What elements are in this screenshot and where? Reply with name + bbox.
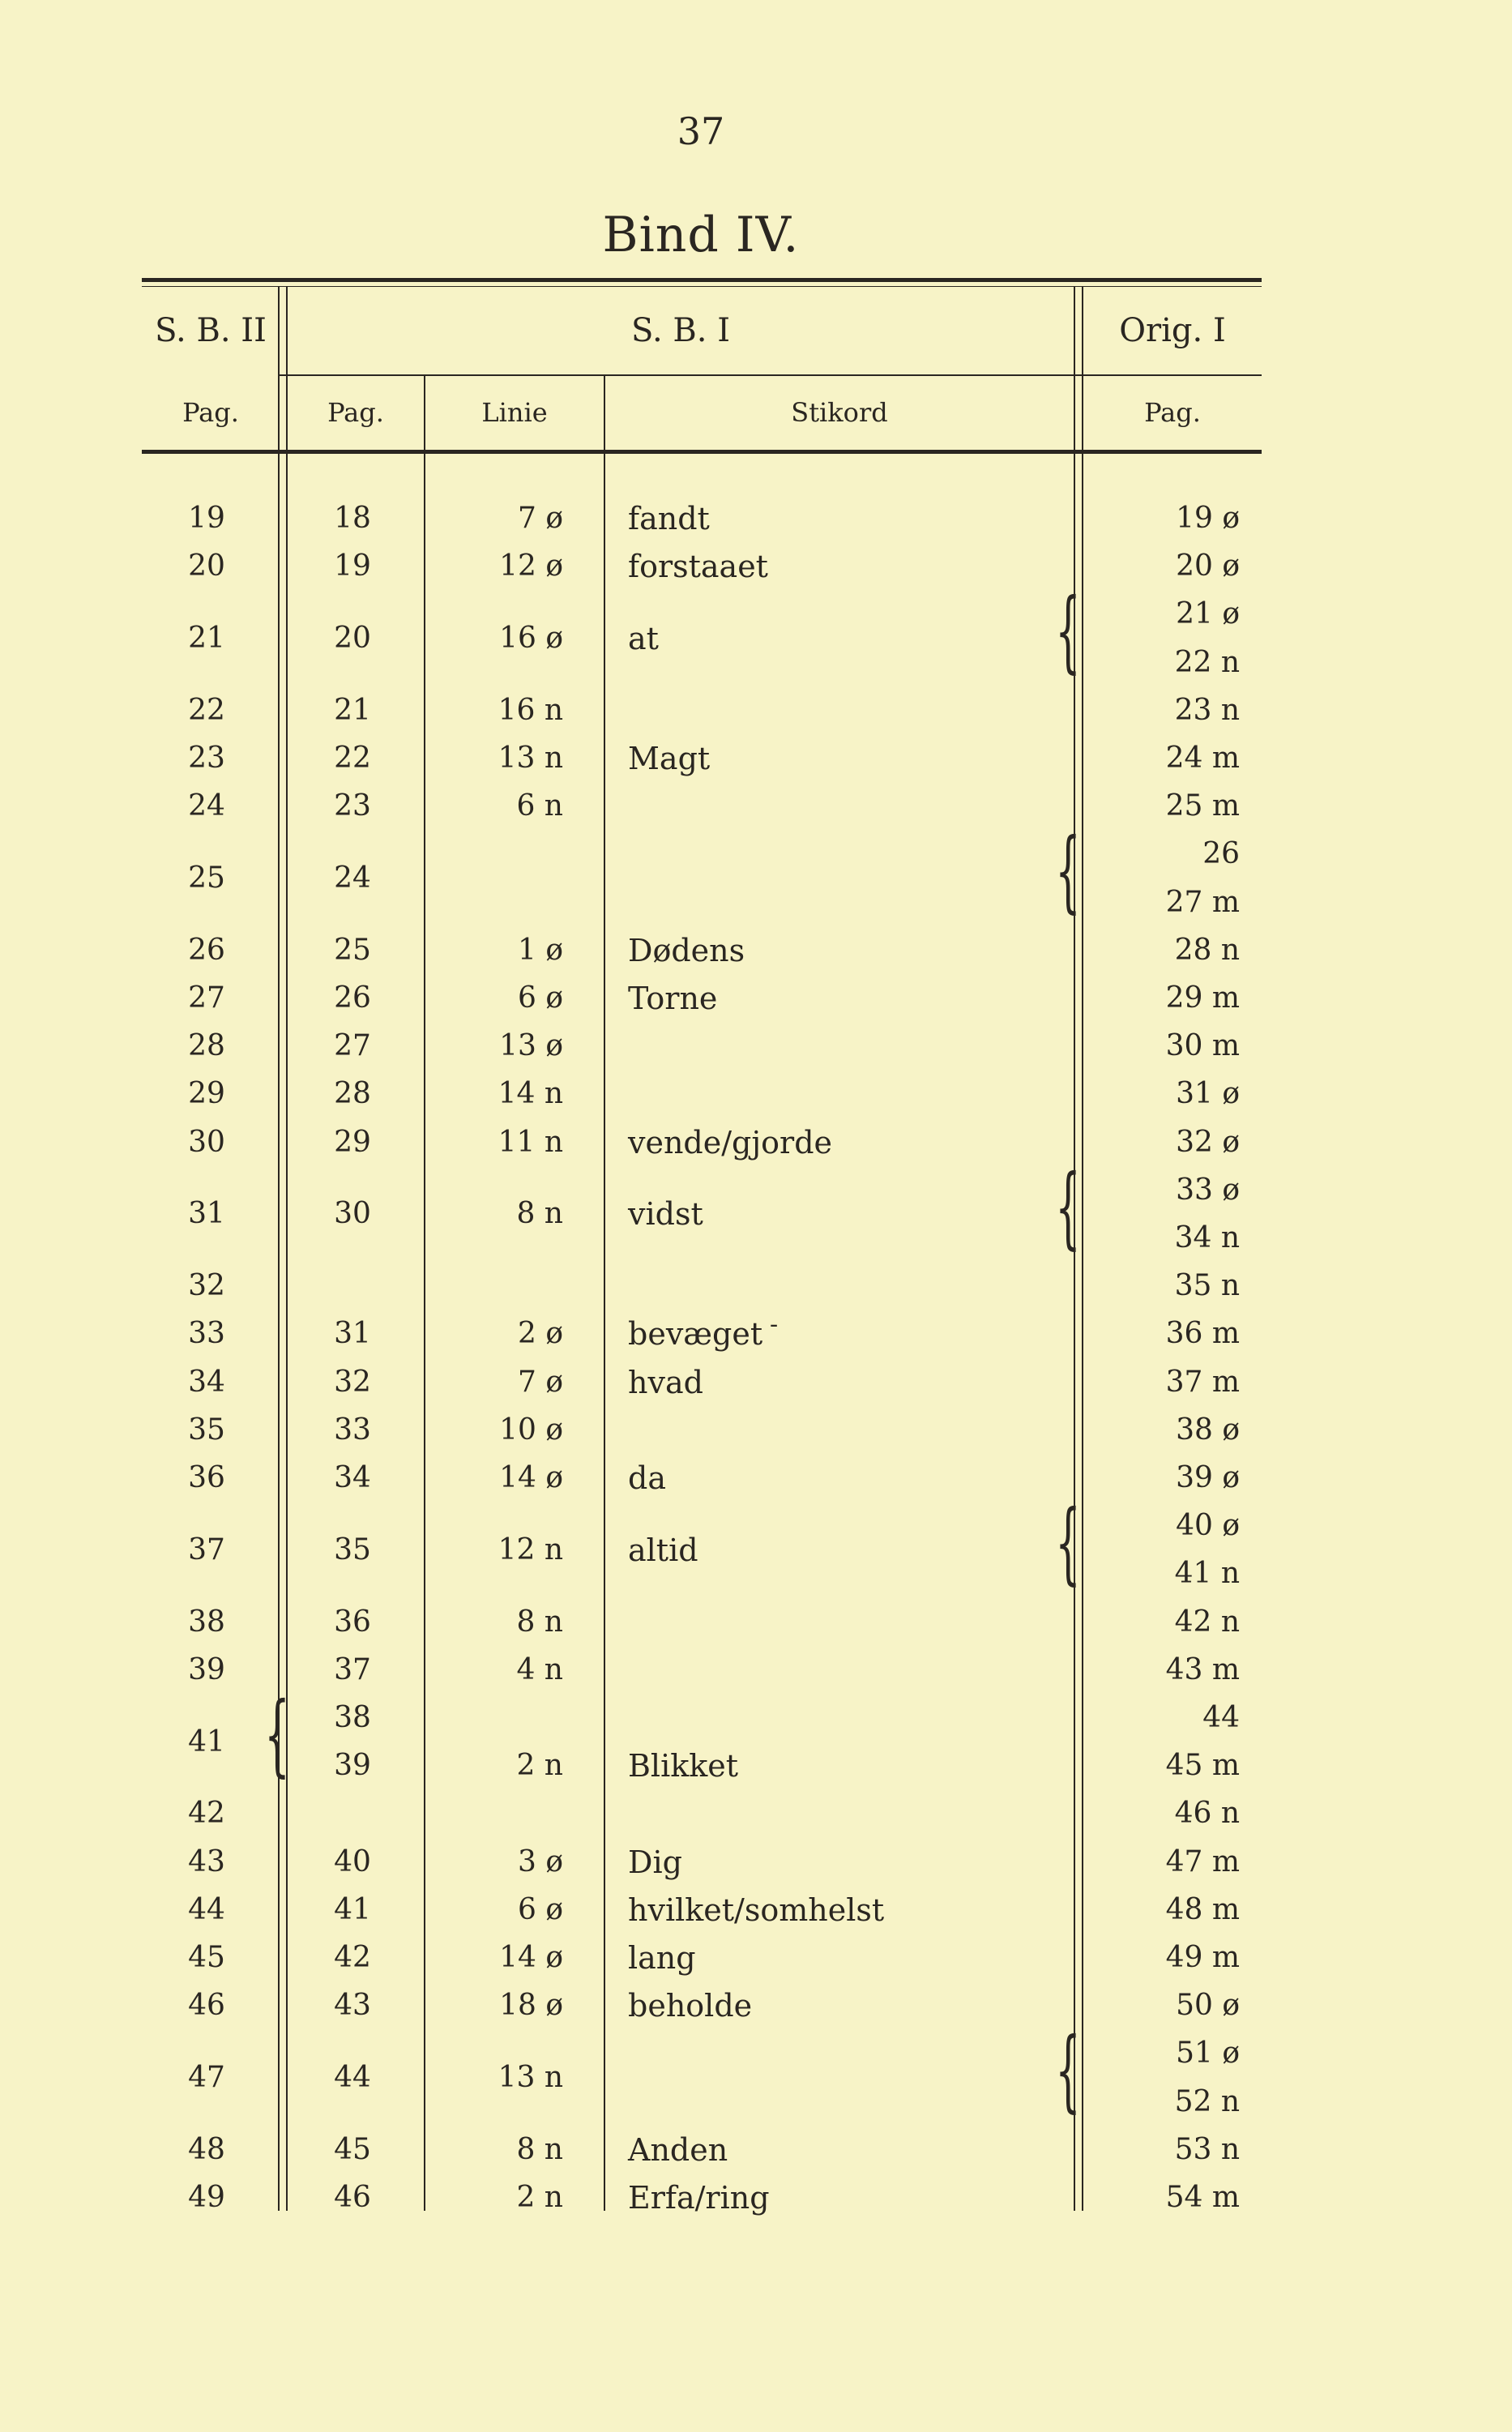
line-cell: 3 ø <box>517 1844 563 1878</box>
orig-page-cell: 49 m <box>1165 1941 1240 1974</box>
keyword-cell <box>628 878 1049 927</box>
brace-icon: { <box>264 1682 290 1786</box>
line-cell: 13 ø <box>499 1029 563 1063</box>
sb2-page-cell: 26 <box>188 933 225 967</box>
table-row <box>0 686 1512 735</box>
line-cell: 14 ø <box>499 1461 563 1494</box>
line-cell <box>442 1694 563 1742</box>
sb1-page-cell: 32 <box>334 1365 371 1399</box>
sb2-page-cell: 30 <box>188 1125 225 1159</box>
sb2-page-cell <box>142 878 271 927</box>
line-cell <box>442 639 563 687</box>
orig-page-cell: 50 ø <box>1176 1989 1240 2023</box>
orig-page-cell: 34 n <box>1174 1221 1240 1254</box>
sb1-page-cell: 18 <box>334 502 371 535</box>
keyword-cell: fandt <box>628 501 710 536</box>
sb2-page-cell: 38 <box>188 1605 225 1639</box>
sb2-page-cell: 39 <box>188 1652 225 1686</box>
sb2-page-cell: 37 <box>188 1532 225 1566</box>
orig-page-cell: 22 n <box>1174 645 1240 679</box>
keyword-cell: altid <box>628 1532 698 1568</box>
sb1-page-cell: 28 <box>334 1077 371 1111</box>
table-row <box>0 1166 1512 1233</box>
table-row <box>0 1598 1512 1647</box>
sb1-page-cell: 35 <box>334 1532 371 1566</box>
sb1-page-cell: 22 <box>334 742 371 775</box>
sb1-page-cell: 37 <box>334 1652 371 1686</box>
line-cell: 6 ø <box>517 1892 563 1926</box>
orig-page-cell: 37 m <box>1165 1365 1240 1399</box>
page-number: 37 <box>677 109 725 153</box>
line-cell: 8 n <box>516 1605 563 1639</box>
keyword-cell <box>628 1070 1049 1118</box>
orig-page-cell: 40 ø <box>1176 1509 1240 1543</box>
table-row <box>0 1981 1512 2030</box>
keyword-cell: lang <box>628 1940 696 1976</box>
sb2-page-cell: 29 <box>188 1077 225 1111</box>
keyword-cell: forstaaet <box>628 549 768 585</box>
line-cell: 8 n <box>516 1197 563 1231</box>
orig-page-cell: 24 m <box>1165 742 1240 775</box>
line-cell <box>442 1549 563 1598</box>
keyword-cell: vidst <box>628 1196 703 1233</box>
table-row <box>0 974 1512 1023</box>
orig-page-cell: 31 ø <box>1176 1077 1240 1111</box>
orig-page-cell: 47 m <box>1165 1844 1240 1878</box>
table-row <box>0 926 1512 975</box>
header-sb1: S. B. I <box>630 312 731 349</box>
sb2-page-cell: 47 <box>188 2060 225 2094</box>
sb2-page-cell: 43 <box>188 1844 225 1878</box>
line-cell: 18 ø <box>499 1989 563 2023</box>
table-row <box>0 830 1512 895</box>
sb1-page-cell: 26 <box>334 981 371 1015</box>
keyword-cell <box>628 1214 1049 1263</box>
sb1-page-cell <box>288 2078 417 2126</box>
table-row <box>0 542 1512 591</box>
line-cell: 6 ø <box>517 981 563 1015</box>
table-row <box>0 1118 1512 1167</box>
top-rule-thin <box>142 286 1262 287</box>
line-cell: 8 n <box>516 2132 563 2166</box>
line-cell: 16 ø <box>499 621 563 655</box>
sb1-page-cell <box>288 639 417 687</box>
orig-page-cell: 52 n <box>1174 2084 1240 2118</box>
brace-icon: { <box>1055 579 1081 682</box>
orig-page-cell: 43 m <box>1165 1652 1240 1686</box>
sb2-page-cell: 49 <box>188 2181 225 2214</box>
sb2-page-cell: 41 <box>188 1725 225 1759</box>
orig-page-cell: 51 ø <box>1176 2037 1240 2071</box>
line-cell: 12 n <box>498 1532 563 1566</box>
table-row <box>0 1886 1512 1934</box>
sb1-page-cell: 29 <box>334 1125 371 1159</box>
table-row <box>0 1502 1512 1568</box>
orig-page-cell: 36 m <box>1165 1317 1240 1351</box>
table-row <box>0 878 1512 927</box>
sb2-page-cell <box>142 639 271 687</box>
keyword-cell: Magt <box>628 741 711 776</box>
sb1-page-cell: 46 <box>334 2181 371 2214</box>
keyword-cell: Erfa/ring <box>628 2180 770 2216</box>
orig-page-cell: 20 ø <box>1176 549 1240 583</box>
orig-page-cell: 28 n <box>1174 933 1240 967</box>
sb2-page-cell: 45 <box>188 1941 225 1974</box>
sb2-page-cell: 33 <box>188 1317 225 1351</box>
keyword-cell <box>628 686 1049 735</box>
sb1-page-cell: 40 <box>334 1844 371 1878</box>
sb2-page-cell: 23 <box>188 742 225 775</box>
table-row <box>0 1214 1512 1263</box>
table-row <box>0 494 1512 543</box>
brace-icon: { <box>1055 1490 1081 1594</box>
sb2-page-cell: 48 <box>188 2132 225 2166</box>
line-cell: 6 n <box>516 789 563 823</box>
sb1-page-cell: 21 <box>334 693 371 727</box>
keyword-cell <box>628 1646 1049 1695</box>
orig-page-cell: 32 ø <box>1176 1125 1240 1159</box>
table-row <box>0 1262 1512 1310</box>
dash-mark: - <box>770 1310 779 1339</box>
line-cell: 14 n <box>498 1077 563 1111</box>
sb1-page-cell: 41 <box>334 1892 371 1926</box>
keyword-cell: Torne <box>628 981 718 1016</box>
group-rule <box>280 374 1262 376</box>
brace-icon: { <box>1055 819 1081 922</box>
sb1-page-cell <box>288 1789 417 1838</box>
orig-page-cell: 21 ø <box>1176 597 1240 631</box>
page-title: Bind IV. <box>602 207 800 263</box>
header-sb2: S. B. II <box>155 312 267 349</box>
orig-page-cell: 41 n <box>1174 1557 1240 1591</box>
sb2-page-cell: 36 <box>188 1461 225 1494</box>
sb2-page-cell <box>142 1742 271 1790</box>
sb2-page-cell: 32 <box>188 1269 225 1303</box>
table-row <box>0 2029 1512 2094</box>
keyword-cell <box>628 1789 1049 1838</box>
sb2-page-cell: 22 <box>188 693 225 727</box>
line-cell <box>442 2078 563 2126</box>
sb1-page-cell: 42 <box>334 1941 371 1974</box>
sb1-page-cell: 25 <box>334 933 371 967</box>
line-cell: 12 ø <box>499 549 563 583</box>
keyword-cell <box>628 1549 1049 1598</box>
subheader-sb2-pag: Pag. <box>182 397 239 428</box>
line-cell: 1 ø <box>517 933 563 967</box>
sb2-page-cell: 42 <box>188 1797 225 1831</box>
sb2-page-cell: 21 <box>188 621 225 655</box>
table-row <box>0 1358 1512 1407</box>
line-cell: 11 n <box>498 1125 563 1159</box>
table-row <box>0 639 1512 687</box>
table-row <box>0 1406 1512 1455</box>
table-row <box>0 1646 1512 1695</box>
line-cell: 7 ø <box>517 502 563 535</box>
sb2-page-cell: 24 <box>188 789 225 823</box>
sb1-page-cell: 27 <box>334 1029 371 1063</box>
keyword-cell: at <box>628 620 659 656</box>
keyword-cell <box>628 1022 1049 1071</box>
sb1-page-cell: 30 <box>334 1197 371 1231</box>
keyword-cell: Dødens <box>628 932 745 968</box>
table-row <box>0 1934 1512 1982</box>
orig-page-cell: 35 n <box>1174 1269 1240 1303</box>
sb1-page-cell <box>288 1262 417 1310</box>
table-row <box>0 1454 1512 1502</box>
header-bottom-rule <box>142 450 1262 454</box>
line-cell: 4 n <box>516 1652 563 1686</box>
table-row <box>0 1549 1512 1598</box>
orig-page-cell: 23 n <box>1174 693 1240 727</box>
keyword-cell <box>628 1262 1049 1310</box>
table-row <box>0 1070 1512 1118</box>
line-cell: 13 n <box>498 2060 563 2094</box>
table-row <box>0 2173 1512 2222</box>
sb1-page-cell: 43 <box>334 1989 371 2023</box>
keyword-cell: hvilket/somhelst <box>628 1891 885 1928</box>
orig-page-cell: 46 n <box>1174 1797 1240 1831</box>
sb1-page-cell: 36 <box>334 1605 371 1639</box>
header-orig: Orig. I <box>1119 312 1226 349</box>
keyword-cell <box>628 639 1049 687</box>
table-row <box>0 1310 1512 1358</box>
orig-page-cell: 48 m <box>1165 1892 1240 1926</box>
sb1-page-cell: 20 <box>334 621 371 655</box>
sb2-page-cell: 20 <box>188 549 225 583</box>
orig-page-cell: 19 ø <box>1176 502 1240 535</box>
sb1-page-cell: 38 <box>334 1701 371 1734</box>
keyword-cell: vende/gjorde <box>628 1124 833 1160</box>
sb1-page-cell: 24 <box>334 861 371 895</box>
orig-page-cell: 54 m <box>1165 2181 1240 2214</box>
sb2-page-cell <box>142 1214 271 1263</box>
orig-page-cell: 53 n <box>1174 2132 1240 2166</box>
line-cell: 7 ø <box>517 1365 563 1399</box>
keyword-cell: Anden <box>628 2131 728 2168</box>
orig-page-cell: 38 ø <box>1176 1413 1240 1447</box>
table-row <box>0 1022 1512 1071</box>
brace-icon: { <box>1055 2018 1081 2122</box>
keyword-cell <box>628 1694 1049 1742</box>
keyword-cell <box>628 1598 1049 1647</box>
sb2-page-cell: 34 <box>188 1365 225 1399</box>
table-row <box>0 1742 1512 1790</box>
subheader-stikord: Stikord <box>791 397 888 428</box>
orig-page-cell: 44 <box>1202 1701 1240 1734</box>
keyword-cell: da <box>628 1460 666 1496</box>
line-cell <box>442 1214 563 1263</box>
table-row <box>0 2126 1512 2174</box>
orig-page-cell: 39 ø <box>1176 1461 1240 1494</box>
line-cell: 14 ø <box>499 1941 563 1974</box>
table-row <box>0 734 1512 783</box>
table-row <box>0 1838 1512 1887</box>
sb1-page-cell <box>288 878 417 927</box>
sb2-page-cell: 28 <box>188 1029 225 1063</box>
line-cell: 16 n <box>498 693 563 727</box>
sb2-page-cell: 35 <box>188 1413 225 1447</box>
sb2-page-cell <box>142 2078 271 2126</box>
sb2-page-cell <box>142 1549 271 1598</box>
orig-page-cell: 42 n <box>1174 1605 1240 1639</box>
keyword-cell <box>628 782 1049 831</box>
table-row <box>0 1789 1512 1838</box>
sb2-page-cell: 46 <box>188 1989 225 2023</box>
orig-page-cell: 26 <box>1202 837 1240 871</box>
subheader-pag: Pag. <box>327 397 384 428</box>
keyword-cell: beholde <box>628 1988 753 2024</box>
line-cell: 10 ø <box>499 1413 563 1447</box>
line-cell <box>442 878 563 927</box>
orig-page-cell: 30 m <box>1165 1029 1240 1063</box>
keyword-cell: bevæget <box>628 1316 763 1353</box>
sb2-page-cell: 25 <box>188 861 225 895</box>
line-cell: 2 n <box>516 2181 563 2214</box>
line-cell <box>442 1262 563 1310</box>
sb1-page-cell: 19 <box>334 549 371 583</box>
sb1-page-cell: 34 <box>334 1461 371 1494</box>
line-cell: 13 n <box>498 742 563 775</box>
brace-icon: { <box>1055 1155 1081 1259</box>
table-row <box>0 2078 1512 2126</box>
orig-page-cell: 27 m <box>1165 885 1240 919</box>
keyword-cell: hvad <box>628 1364 703 1400</box>
line-cell <box>442 1789 563 1838</box>
sb2-page-cell: 31 <box>188 1197 225 1231</box>
sb1-page-cell: 39 <box>334 1749 371 1783</box>
sb1-page-cell: 45 <box>334 2132 371 2166</box>
table-row <box>0 782 1512 831</box>
table-row <box>0 590 1512 656</box>
sb1-page-cell <box>288 1549 417 1598</box>
sb2-page-cell: 44 <box>188 1892 225 1926</box>
keyword-cell: Dig <box>628 1844 682 1880</box>
sb1-page-cell: 33 <box>334 1413 371 1447</box>
line-cell: 2 ø <box>517 1317 563 1351</box>
orig-page-cell: 33 ø <box>1176 1173 1240 1207</box>
subheader-orig-pag: Pag. <box>1144 397 1201 428</box>
top-rule <box>142 278 1262 282</box>
sb2-page-cell: 27 <box>188 981 225 1015</box>
sb2-page-cell: 19 <box>188 502 225 535</box>
sb1-page-cell: 23 <box>334 789 371 823</box>
orig-page-cell: 45 m <box>1165 1749 1240 1783</box>
orig-page-cell: 25 m <box>1165 789 1240 823</box>
subheader-linie: Linie <box>481 397 548 428</box>
orig-page-cell: 29 m <box>1165 981 1240 1015</box>
sb1-page-cell: 44 <box>334 2060 371 2094</box>
sb1-page-cell <box>288 1214 417 1263</box>
sb1-page-cell: 31 <box>334 1317 371 1351</box>
keyword-cell <box>628 2078 1049 2126</box>
table-row <box>0 1694 1512 1759</box>
keyword-cell <box>628 1406 1049 1455</box>
line-cell: 2 n <box>516 1749 563 1783</box>
keyword-cell: Blikket <box>628 1748 739 1784</box>
